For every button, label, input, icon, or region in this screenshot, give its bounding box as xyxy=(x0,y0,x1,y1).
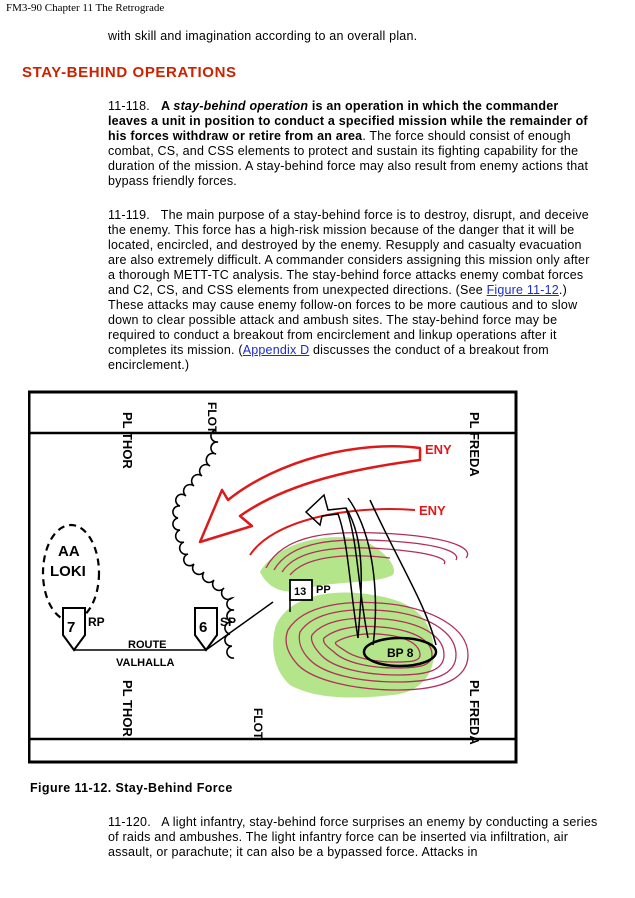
assembly-area-label-1: AA xyxy=(58,543,80,560)
paragraph-body: A light infantry, stay-behind force surprises an enemy by conducting a series of raids and ambushes. The light infantry force can be inserted via infiltration, air assault, or parachute; it can also be a bypassed force. Attacks in xyxy=(108,815,598,859)
page-header: FM3-90 Chapter 11 The Retrograde xyxy=(6,2,165,14)
assembly-area-label-2: LOKI xyxy=(50,563,86,580)
passage-point-label: PP xyxy=(316,584,331,596)
paragraph-body: discusses the conduct of a breakout from encirclement.) xyxy=(108,343,549,372)
start-point-label: SP xyxy=(220,615,237,629)
battle-position-label: BP 8 xyxy=(387,646,414,660)
definition-lead: A xyxy=(160,99,174,113)
route-name-label: VALHALLA xyxy=(116,657,175,669)
release-point-label: RP xyxy=(88,615,105,629)
passage-point-number: 13 xyxy=(294,586,307,598)
flot-label-bottom: FLOT xyxy=(251,708,265,740)
pl-thor-label-top: PL THOR xyxy=(120,412,135,469)
enemy-label-1: ENY xyxy=(425,442,452,457)
release-point-number: 7 xyxy=(67,619,76,636)
flot-label-top: FLOT xyxy=(205,402,219,434)
enemy-label-2: ENY xyxy=(419,503,446,518)
figure-caption: Figure 11-12. Stay-Behind Force xyxy=(30,781,233,795)
para-number: 11-119. xyxy=(108,208,150,222)
paragraph-body: . The force should consist of enough combat, CS, and CSS elements to protect and sustain its fighting capability for the duration of the mission. A stay-behind force may also result from enemy actions that bypass friendly forces. xyxy=(108,129,589,188)
appendix-link[interactable]: Appendix D xyxy=(242,343,310,357)
stay-behind-force-diagram xyxy=(28,390,518,765)
paragraph-11-118 xyxy=(108,99,598,189)
pl-freda-label-bottom: PL FREDA xyxy=(467,680,482,745)
paragraph-body: The main purpose of a stay-behind force is to destroy, disrupt, and deceive the enemy. This force has a high-risk mission because of the danger that it will be located, encircled, and destroyed by the enemy. Resupply and casualty evacuation are also extremely difficult. A commander considers assigning this mission only after a thorough METT-TC analysis. The stay-behind force attacks enemy combat forces and C2, CS, and CSS elements from unexpected directions. (See xyxy=(108,208,590,297)
defined-term: stay-behind operation xyxy=(173,99,309,113)
definition-text: is an operation in which the commander leaves a unit in position to conduct a specified mission while the remainder of his forces withdraw or retire from an area xyxy=(108,99,588,143)
start-point-number: 6 xyxy=(199,619,208,636)
pl-thor-label-bottom: PL THOR xyxy=(120,680,135,737)
paragraph-11-119 xyxy=(108,208,598,373)
intro-line: with skill and imagination according to an overall plan. xyxy=(108,29,418,43)
section-title: STAY-BEHIND OPERATIONS xyxy=(22,64,237,81)
pl-freda-label-top: PL FREDA xyxy=(467,412,482,477)
paragraph-body: .) These attacks may cause enemy follow-on forces to be more cautious and to slow down to clear possible attack and ambush sites. The stay-behind force may be required to conduct a breakout from encirclement and linkup operations after it completes its mission. ( xyxy=(108,283,578,357)
route-label: ROUTE xyxy=(128,639,167,651)
paragraph-11-120 xyxy=(108,815,598,860)
para-number: 11-120. xyxy=(108,815,151,829)
enemy-axis-arrow xyxy=(200,446,420,542)
para-number: 11-118. xyxy=(108,99,150,113)
figure-link[interactable]: Figure 11-12 xyxy=(486,283,559,297)
